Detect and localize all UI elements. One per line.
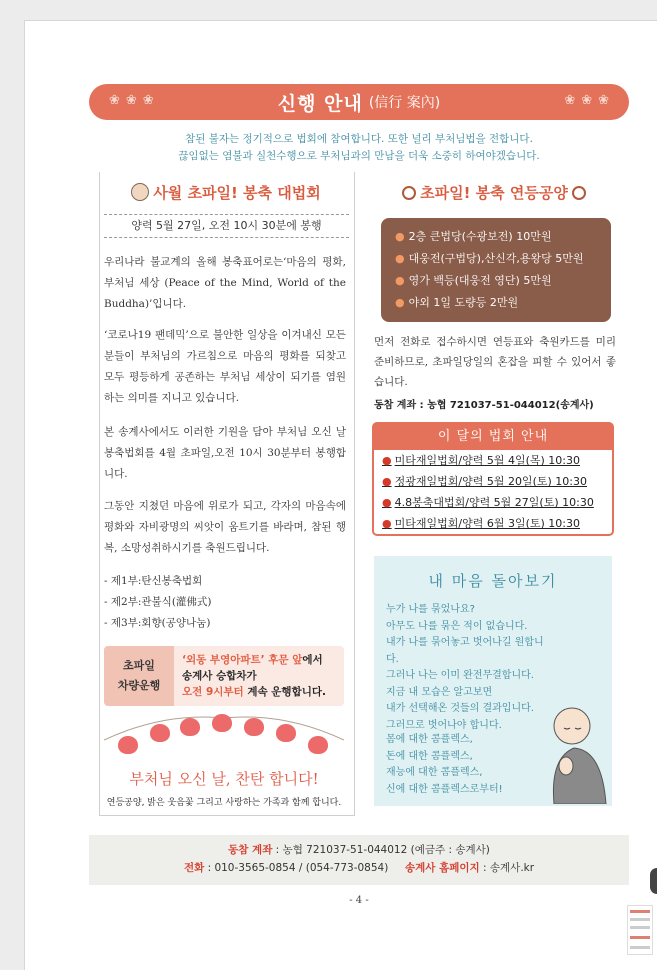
- title-banner: [89, 84, 629, 120]
- monthly-service-box: [372, 422, 614, 536]
- list-item: - 제3부:회향(공양나눔): [104, 617, 211, 629]
- celebrate-heading: 부처님 오신 날, 찬탄 합니다!: [129, 770, 319, 788]
- page-thumbnail[interactable]: [627, 905, 653, 955]
- praying-monk-icon: [544, 696, 610, 804]
- left-paragraph-4: 그동안 지쳤던 마음에 위로가 되고, 각자의 마음속에 평화와 자비광명의 씨앗이 움트기를 바라며, 참된 행복, 소망성취하시기를 축원드립니다.: [104, 500, 346, 554]
- reflection-title: 내 마음 돌아보기: [428, 572, 558, 590]
- intro-line-2: 끊임없는 염불과 실천수행으로 부처님과의 만남을 더욱 소중히 하여야겠습니다.: [178, 150, 540, 162]
- shuttle-description: ‘외동 부영아파트’ 후문 앞에서 송계사 승합차가 오전 9시부터 계속 운행합니다.: [182, 654, 326, 698]
- page-number: - 4 -: [349, 895, 369, 906]
- offering-note: 먼저 전화로 접수하시면 연등표와 축원카드를 미리 준비하므로, 초파일당일의 혼잡을 피할 수 있어서 좋습니다.: [374, 336, 616, 388]
- intro-text: [89, 131, 629, 165]
- next-page-tab[interactable]: [650, 868, 657, 894]
- reflection-panel: [374, 556, 612, 806]
- left-paragraph-3: 본 송계사에서도 이러한 기원을 담아 부처님 오신 날 봉축법회를 4월 초파일,오전 10시 30분부터 봉행합니다.: [104, 426, 346, 480]
- dharma-wheel-icon: [402, 186, 416, 200]
- list-item: ● 미타재일법회/양력 6월 3일(토) 10:30: [382, 517, 580, 530]
- lantern-icon: [118, 736, 138, 754]
- lotus-ornament-right-icon: ❀❀❀: [564, 93, 615, 108]
- reflection-text-2: 몸에 대한 콤플렉스, 돈에 대한 콤플렉스, 재능에 대한 콤플렉스, 신에 대한 콤플렉스로부터!: [386, 734, 503, 795]
- list-item: ● 야외 1일 도량등 2만원: [395, 296, 519, 309]
- lotus-lanterns-illustration: [104, 712, 344, 762]
- lantern-icon: [212, 714, 232, 732]
- list-item: ● 영가 백등(대웅전 영단) 5만원: [395, 274, 552, 287]
- dharma-wheel-icon: [572, 186, 586, 200]
- left-section-title: 사월 초파일! 봉축 대법회: [106, 182, 346, 203]
- celebrate-subtext: 연등공양, 밝은 웃음꽃 그리고 사랑하는 가족과 함께 합니다.: [106, 798, 342, 808]
- list-item: ● 미타재일법회/양력 5월 4일(목) 10:30: [382, 454, 580, 467]
- shuttle-label: 초파일 차량운행: [104, 646, 174, 706]
- lantern-icon: [308, 736, 328, 754]
- list-item: ● 2층 큰법당(수광보전) 10만원: [395, 230, 552, 243]
- list-item: ● 정광재일법회/양력 5월 20일(토) 10:30: [382, 475, 587, 488]
- ceremony-date: 양력 5월 27일, 오전 10시 30분에 봉행: [104, 214, 349, 238]
- left-paragraph-1: 우리나라 불교계의 올해 봉축표어로는‘마음의 평화, 부처님 세상 (Peace of the Mind, World of the Buddha)’입니다.: [104, 256, 346, 310]
- program-list: [104, 571, 346, 634]
- right-section-title: 초파일! 봉축 연등공양: [374, 182, 614, 203]
- shuttle-notice: [104, 646, 344, 706]
- monthly-service-title: 이 달의 법회 안내: [374, 424, 612, 450]
- intro-line-1: 참된 불자는 정기적으로 법회에 참여합니다. 또한 널리 부처님법을 전합니다.: [185, 133, 533, 145]
- lotus-ornament-left-icon: ❀❀❀: [109, 93, 160, 108]
- lantern-offering-list: [381, 218, 611, 322]
- lantern-icon: [150, 724, 170, 742]
- list-item: ● 대웅전(구법당),산신각,용왕당 5만원: [395, 252, 584, 265]
- monk-icon: [131, 183, 149, 201]
- left-paragraph-2: ‘코로나19 팬데믹’으로 불안한 일상을 이겨내신 모든 분들이 부처님의 가르침으로 마음의 평화를 되찾고 모두 평등하게 공존하는 부처님 세상이 되기를 염원하는 의미를 지니고 있습니다.: [104, 329, 346, 404]
- lantern-icon: [276, 724, 296, 742]
- offering-account: 동참 계좌 : 농협 721037-51-044012(송계사): [374, 400, 594, 411]
- reflection-text: 누가 나를 묶었나요? 아무도 나를 묶은 적이 없습니다. 내가 나를 묶어놓고 벗어나길 원합니다. 그러나 나는 이미 완전무결합니다. 지금 내 모습은 알고보면 내가 선택해온 것들의 결과입니다. 그러므로 벗어나야 합니다.: [386, 604, 544, 731]
- banner-title: 신행 안내: [277, 92, 363, 115]
- lantern-icon: [244, 718, 264, 736]
- footer-info: 동참 계좌 : 농협 721037-51-044012 (예금주 : 송계사) 전화 : 010-3565-0854 / (054-773-0854) 송계사 홈페이지 : 송계사.kr: [89, 835, 629, 885]
- lantern-icon: [180, 718, 200, 736]
- banner-subtitle: (信行 案內): [368, 95, 441, 111]
- list-item: ● 4.8봉축대법회/양력 5월 27일(토) 10:30: [382, 496, 594, 509]
- list-item: - 제2부:관불식(灌佛式): [104, 596, 212, 608]
- list-item: - 제1부:탄신봉축법회: [104, 575, 203, 587]
